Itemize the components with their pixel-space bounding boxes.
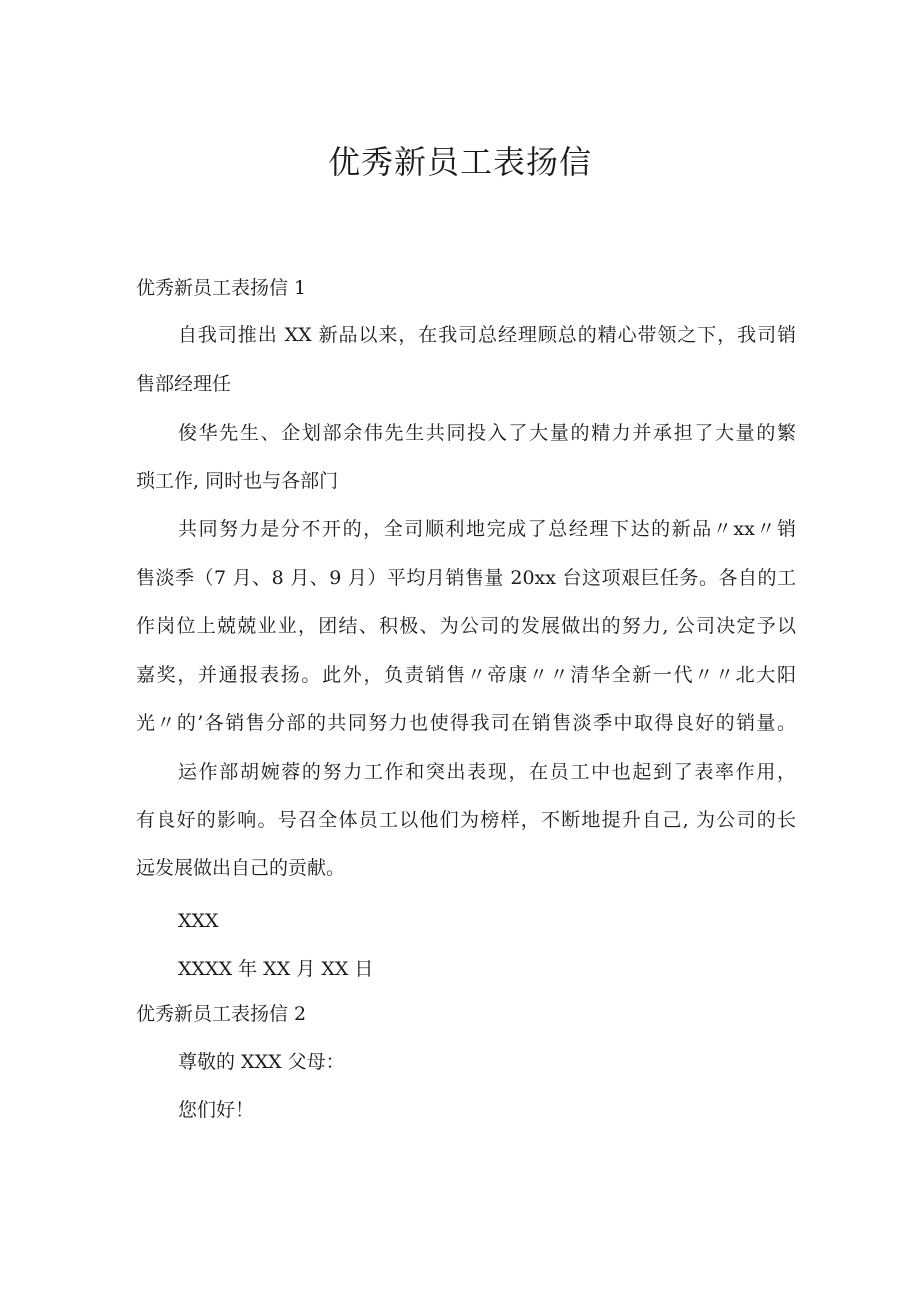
letter-1-signature: XXX bbox=[178, 910, 219, 932]
letter-1-paragraph-2-line-2: 琐工作, 同时也与各部门 bbox=[136, 470, 339, 492]
letter-1-paragraph-1-line-1: 自我司推出 XX 新品以来，在我司总经理顾总的精心带领之下，我司销 bbox=[178, 324, 796, 346]
letter-1-paragraph-3-line-1: 共同努力是分不开的，全司顺利地完成了总经理下达的新品〃xx〃销 bbox=[178, 518, 796, 540]
letter-1-paragraph-3-line-3: 作岗位上兢兢业业，团结、积极、为公司的发展做出的努力, 公司决定予以 bbox=[136, 615, 796, 637]
letter-1-heading: 优秀新员工表扬信 1 bbox=[136, 277, 307, 299]
letter-1-paragraph-4-line-3: 远发展做出自己的贡献。 bbox=[136, 857, 346, 879]
letter-1-paragraph-4-line-2: 有良好的影响。号召全体员工以他们为榜样，不断地提升自己, 为公司的长 bbox=[136, 809, 796, 831]
letter-1-paragraph-3-line-2: 售淡季（7 月、8 月、9 月）平均月销售量 20xx 台这项艰巨任务。各自的工 bbox=[136, 567, 796, 589]
letter-1-paragraph-3-line-5: 光〃的’各销售分部的共同努力也使得我司在销售淡季中取得良好的销量。 bbox=[136, 712, 796, 734]
letter-1-paragraph-2-line-1: 俊华先生、企划部余伟先生共同投入了大量的精力并承担了大量的繁 bbox=[178, 422, 796, 444]
letter-1-paragraph-1-line-2: 售部经理任 bbox=[136, 373, 232, 395]
letter-1-date: XXXX 年 XX 月 XX 日 bbox=[178, 958, 374, 980]
letter-2-heading: 优秀新员工表扬信 2 bbox=[136, 1003, 307, 1025]
letter-1-paragraph-3-line-4: 嘉奖，并通报表扬。此外，负责销售〃帝康〃〃清华全新一代〃〃北大阳 bbox=[136, 664, 796, 686]
document-title: 优秀新员工表扬信 bbox=[327, 143, 592, 181]
letter-1-paragraph-4-line-1: 运作部胡婉蓉的努力工作和突出表现，在员工中也起到了表率作用， bbox=[178, 761, 796, 783]
letter-2-salutation: 尊敬的 XXX 父母： bbox=[178, 1051, 345, 1073]
letter-2-greeting: 您们好！ bbox=[178, 1099, 255, 1121]
